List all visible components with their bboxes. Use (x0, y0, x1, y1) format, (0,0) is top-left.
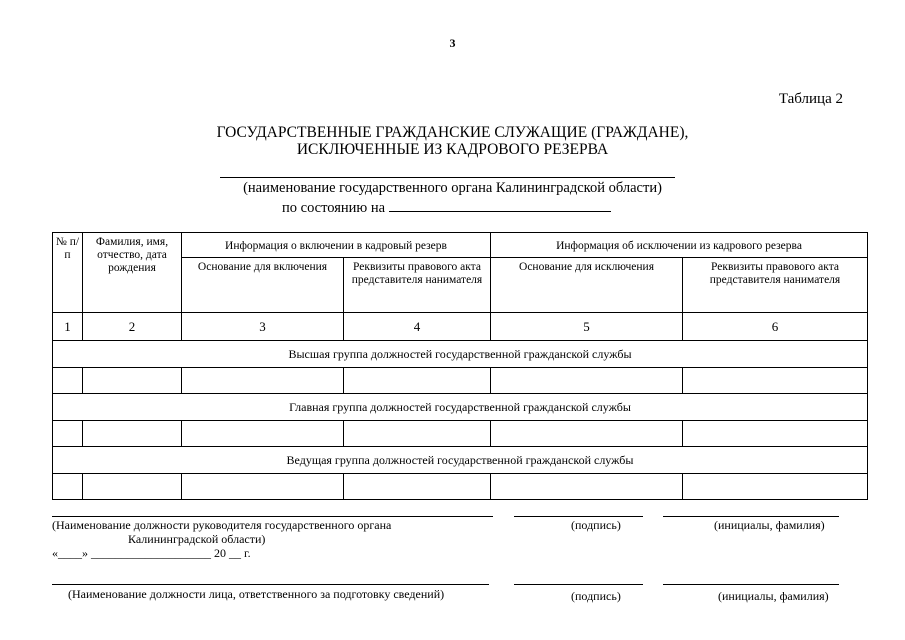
group-row-leading: Ведущая группа должностей государственной гражданской службы (53, 447, 868, 474)
table-row (53, 474, 868, 500)
table-label: Таблица 2 (778, 91, 843, 107)
responsible-position-line (52, 584, 489, 585)
header-num: № п/п (53, 233, 83, 313)
title-line-2: ИСКЛЮЧЕННЫЕ ИЗ КАДРОВОГО РЕЗЕРВА (296, 141, 609, 158)
responsible-position-caption: (Наименование должности лица, ответственного за подготовку сведений) (68, 587, 445, 601)
col-number: 6 (683, 313, 868, 341)
header-name: Фамилия, имя, отчество, дата рождения (83, 233, 182, 313)
empty-cell (683, 421, 868, 447)
header-inclusion: Информация о включении в кадровый резерв (182, 233, 491, 258)
col-number: 1 (53, 313, 83, 341)
initials-caption-2: (инициалы, фамилия) (718, 589, 829, 603)
empty-cell (491, 421, 683, 447)
header-incl-act: Реквизиты правового акта представителя нанимателя (344, 258, 491, 313)
header-incl-basis: Основание для включения (182, 258, 344, 313)
as-of-label: по состоянию на (282, 200, 386, 216)
col-number: 4 (344, 313, 491, 341)
signature-line (514, 516, 643, 517)
head-position-caption-2: Калининградской области) (128, 532, 266, 546)
head-position-caption: (Наименование должности руководителя государственного органа (52, 518, 392, 532)
empty-cell (683, 368, 868, 394)
header-excl-act: Реквизиты правового акта представителя нанимателя (683, 258, 868, 313)
org-name-caption: (наименование государственного органа Калининградской области) (243, 180, 662, 196)
empty-cell (83, 421, 182, 447)
title-line-1: ГОСУДАРСТВЕННЫЕ ГРАЖДАНСКИЕ СЛУЖАЩИЕ (ГРАЖДАНЕ), (216, 124, 689, 141)
signature-line-2 (514, 584, 643, 585)
empty-cell (53, 421, 83, 447)
as-of-date (282, 199, 611, 217)
column-numbers-row (53, 313, 868, 341)
header-exclusion: Информация об исключении из кадрового резерва (491, 233, 868, 258)
empty-cell (344, 474, 491, 500)
empty-cell (491, 368, 683, 394)
group-row-highest: Высшая группа должностей государственной гражданской службы (53, 341, 868, 368)
empty-cell (683, 474, 868, 500)
col-number: 3 (182, 313, 344, 341)
signature-caption: (подпись) (571, 518, 621, 532)
empty-cell (344, 421, 491, 447)
signature-caption-2: (подпись) (571, 589, 621, 603)
empty-cell (491, 474, 683, 500)
page-number: 3 (449, 36, 456, 50)
empty-cell (53, 474, 83, 500)
head-position-line (52, 516, 493, 517)
initials-caption: (инициалы, фамилия) (714, 518, 825, 532)
empty-cell (182, 421, 344, 447)
org-name-line (220, 177, 675, 178)
empty-cell (53, 368, 83, 394)
header-excl-basis: Основание для исключения (491, 258, 683, 313)
reserve-table (52, 232, 868, 500)
initials-line-2 (663, 584, 839, 585)
col-number: 5 (491, 313, 683, 341)
initials-line (663, 516, 839, 517)
empty-cell (83, 368, 182, 394)
empty-cell (344, 368, 491, 394)
date-line: «____» ____________________ 20 __ г. (52, 546, 251, 560)
document-title (0, 124, 905, 158)
group-row-chief: Главная группа должностей государственной гражданской службы (53, 394, 868, 421)
as-of-blank (389, 199, 611, 212)
table-row (53, 421, 868, 447)
col-number: 2 (83, 313, 182, 341)
empty-cell (83, 474, 182, 500)
empty-cell (182, 474, 344, 500)
empty-cell (182, 368, 344, 394)
table-row (53, 368, 868, 394)
